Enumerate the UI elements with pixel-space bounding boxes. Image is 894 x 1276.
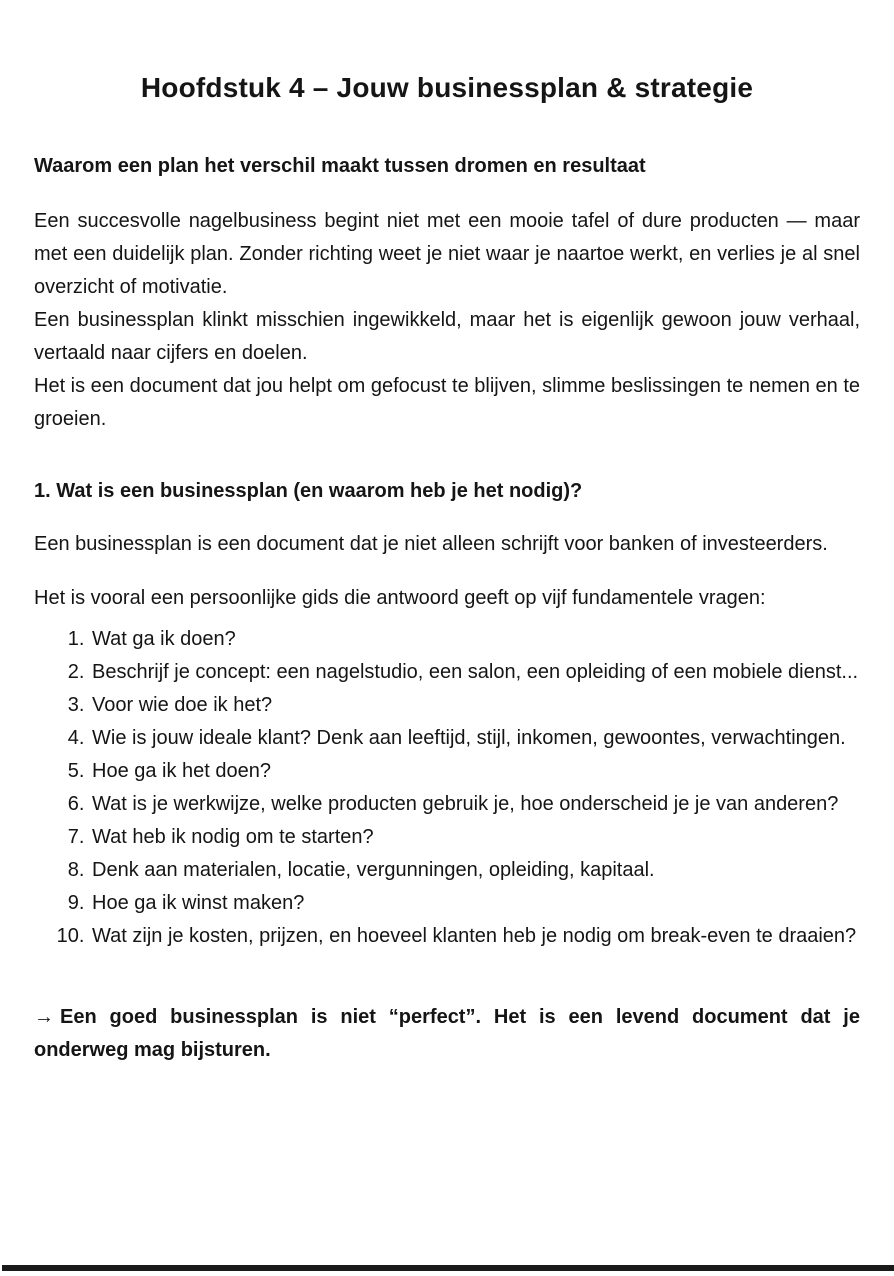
intro-heading: Waarom een plan het verschil maakt tussen dromen en resultaat [34, 155, 646, 177]
list-item: 3. Voor wie doe ik het? [90, 689, 860, 722]
takeaway-note [34, 1001, 860, 1067]
section-1-heading: 1. Wat is een businessplan (en waarom heb je het nodig)? [34, 480, 583, 502]
list-item: 8. Denk aan materialen, locatie, vergunningen, opleiding, kapitaal. [90, 854, 860, 887]
list-item: 6. Wat is je werkwijze, welke producten gebruik je, hoe onderscheid je je van anderen? [90, 788, 860, 821]
page-title: Hoofdstuk 4 – Jouw businessplan & strategie [140, 72, 754, 103]
list-item: 5. Hoe ga ik het doen? [90, 755, 860, 788]
right-arrow-icon: → [34, 1006, 54, 1028]
intro-paragraphs [34, 205, 860, 436]
page-divider-bar [2, 1265, 894, 1271]
list-item: 2. Beschrijf je concept: een nagelstudio, een salon, een opleiding of een mobiele dienst... [90, 656, 860, 689]
section-1-paragraph-guide: Het is vooral een persoonlijke gids die antwoord geeft op vijf fundamentele vragen: [34, 587, 766, 609]
list-item: 10. Wat zijn je kosten, prijzen, en hoeveel klanten heb je nodig om break-even te draaien? [90, 920, 860, 953]
section-1-paragraph-banks: Een businessplan is een document dat je niet alleen schrijft voor banken of investeerders. [34, 533, 828, 555]
intro-paragraph-1: Een succesvolle nagelbusiness begint niet met een mooie tafel of dure producten — maar met een duidelijk plan. Zonder richting weet je niet waar je naartoe werkt, en verlies je al snel overzicht of motivatie. [34, 210, 860, 298]
intro-paragraph-2: Een businessplan klinkt misschien ingewikkeld, maar het is eigenlijk gewoon jouw verhaal, vertaald naar cijfers en doelen. [34, 309, 860, 364]
list-item: 7. Wat heb ik nodig om te starten? [90, 821, 860, 854]
list-item: 9. Hoe ga ik winst maken? [90, 887, 860, 920]
list-item: 1. Wat ga ik doen? [90, 623, 860, 656]
fundamental-questions-list [34, 623, 860, 953]
takeaway-text: Een goed businessplan is niet “perfect”. Het is een levend document dat je onderweg mag bijsturen. [34, 1006, 860, 1061]
intro-paragraph-3: Het is een document dat jou helpt om gefocust te blijven, slimme beslissingen te nemen en te groeien. [34, 375, 861, 430]
list-item: 4. Wie is jouw ideale klant? Denk aan leeftijd, stijl, inkomen, gewoontes, verwachtingen. [90, 722, 860, 755]
